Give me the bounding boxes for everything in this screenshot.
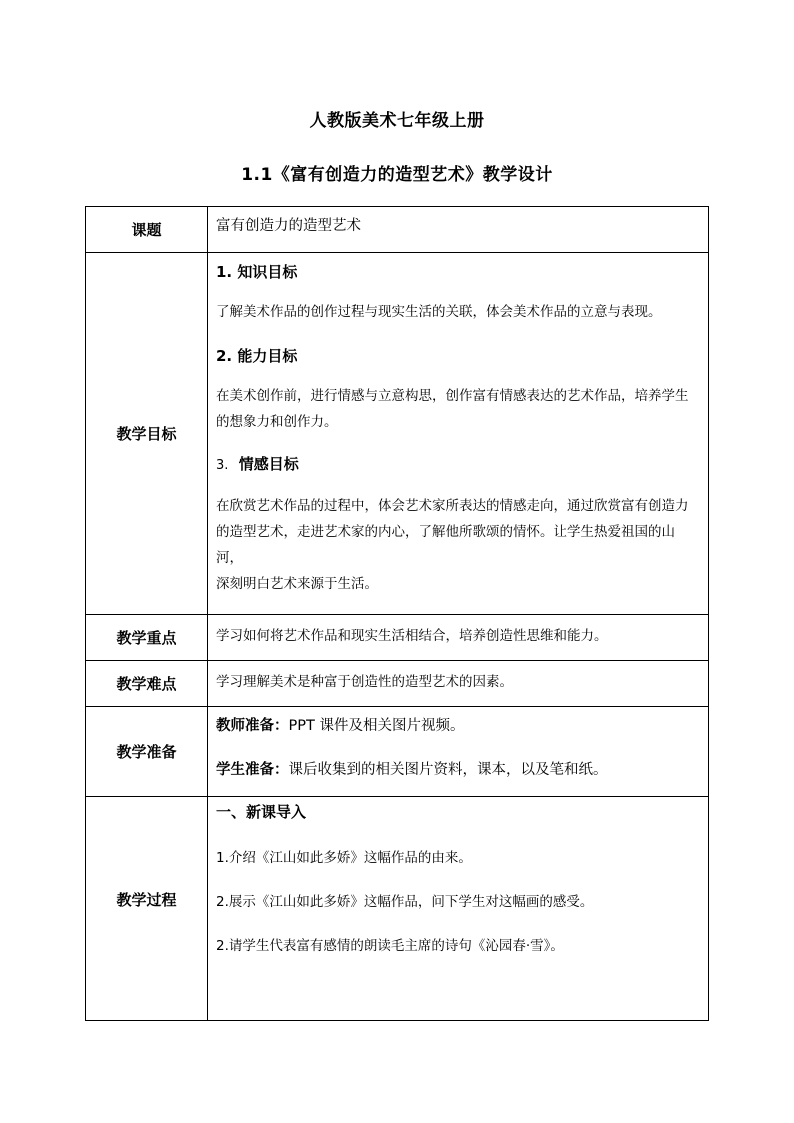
difficulties-label: 教学难点 (86, 661, 208, 707)
row-objectives (86, 253, 709, 615)
student-preparation (216, 757, 700, 783)
preparation-cell (208, 707, 709, 797)
objectives-cell (208, 253, 709, 615)
row-difficulties (86, 661, 709, 707)
row-preparation (86, 707, 709, 797)
difficulties-value: 学习理解美术是种富于创造性的造型艺术的因素。 (216, 674, 513, 690)
teacher-preparation (216, 707, 700, 739)
teacher-preparation-value: PPT 课件及相关图片视频。 (288, 718, 465, 734)
knowledge-text: 了解美术作品的创作过程与现实生活的关联，体会美术作品的立意与表现。 (216, 304, 662, 320)
process-label-cell (86, 797, 208, 1021)
topic-value: 富有创造力的造型艺术 (216, 218, 361, 234)
emotion-heading-row (216, 451, 700, 479)
process-item-2: 2.展示《江山如此多娇》这幅作品，问下学生对这幅画的感受。 (216, 894, 594, 910)
preparation-label: 教学准备 (86, 707, 208, 797)
emotion-text-line-2: 的造型艺术，走进艺术家的内心，了解他所歌颂的情怀。让学生热爱祖国的山河， (216, 524, 675, 566)
lesson-plan-table (85, 206, 709, 1021)
emotion-heading: 情感目标 (238, 455, 299, 473)
key-points-label: 教学重点 (86, 615, 208, 661)
difficulties-cell (208, 661, 709, 707)
emotion-text-line-1: 在欣赏艺术作品的过程中，体会艺术家所表达的情感走向，通过欣赏富有创造力 (216, 498, 689, 514)
ability-heading: 2. 能力目标 (216, 347, 298, 365)
teacher-preparation-lead: 教师准备： (216, 718, 289, 734)
process-label: 教学过程 (116, 891, 177, 909)
process-item-1: 1.介绍《江山如此多娇》这幅作品的由来。 (216, 850, 472, 866)
row-process (86, 797, 709, 1021)
topic-label: 课题 (86, 207, 208, 253)
objectives-label: 教学目标 (86, 253, 208, 615)
emotion-heading-number: 3. (216, 458, 229, 473)
row-key-points (86, 615, 709, 661)
knowledge-heading: 1. 知识目标 (216, 263, 298, 281)
document-subtitle: 1.1《富有创造力的造型艺术》教学设计 (241, 165, 553, 185)
process-cell (208, 797, 709, 1021)
topic-cell (208, 207, 709, 253)
key-points-cell (208, 615, 709, 661)
process-section-heading: 一、新课导入 (216, 803, 307, 821)
student-preparation-value: 课后收集到的相关图片资料，课本，以及笔和纸。 (288, 762, 608, 778)
key-points-value: 学习如何将艺术作品和现实生活相结合，培养创造性思维和能力。 (216, 628, 608, 644)
emotion-text-line-3: 深刻明白艺术来源于生活。 (216, 576, 378, 592)
ability-text-line-2: 的想象力和创作力。 (216, 414, 338, 430)
student-preparation-lead: 学生准备： (216, 762, 289, 778)
row-topic (86, 207, 709, 253)
ability-text-line-1: 在美术创作前，进行情感与立意构思，创作富有情感表达的艺术作品，培养学生 (216, 388, 689, 404)
process-item-3: 2.请学生代表富有感情的朗读毛主席的诗句《沁园春·雪》。 (216, 938, 564, 954)
document-title: 人教版美术七年级上册 (309, 111, 485, 131)
